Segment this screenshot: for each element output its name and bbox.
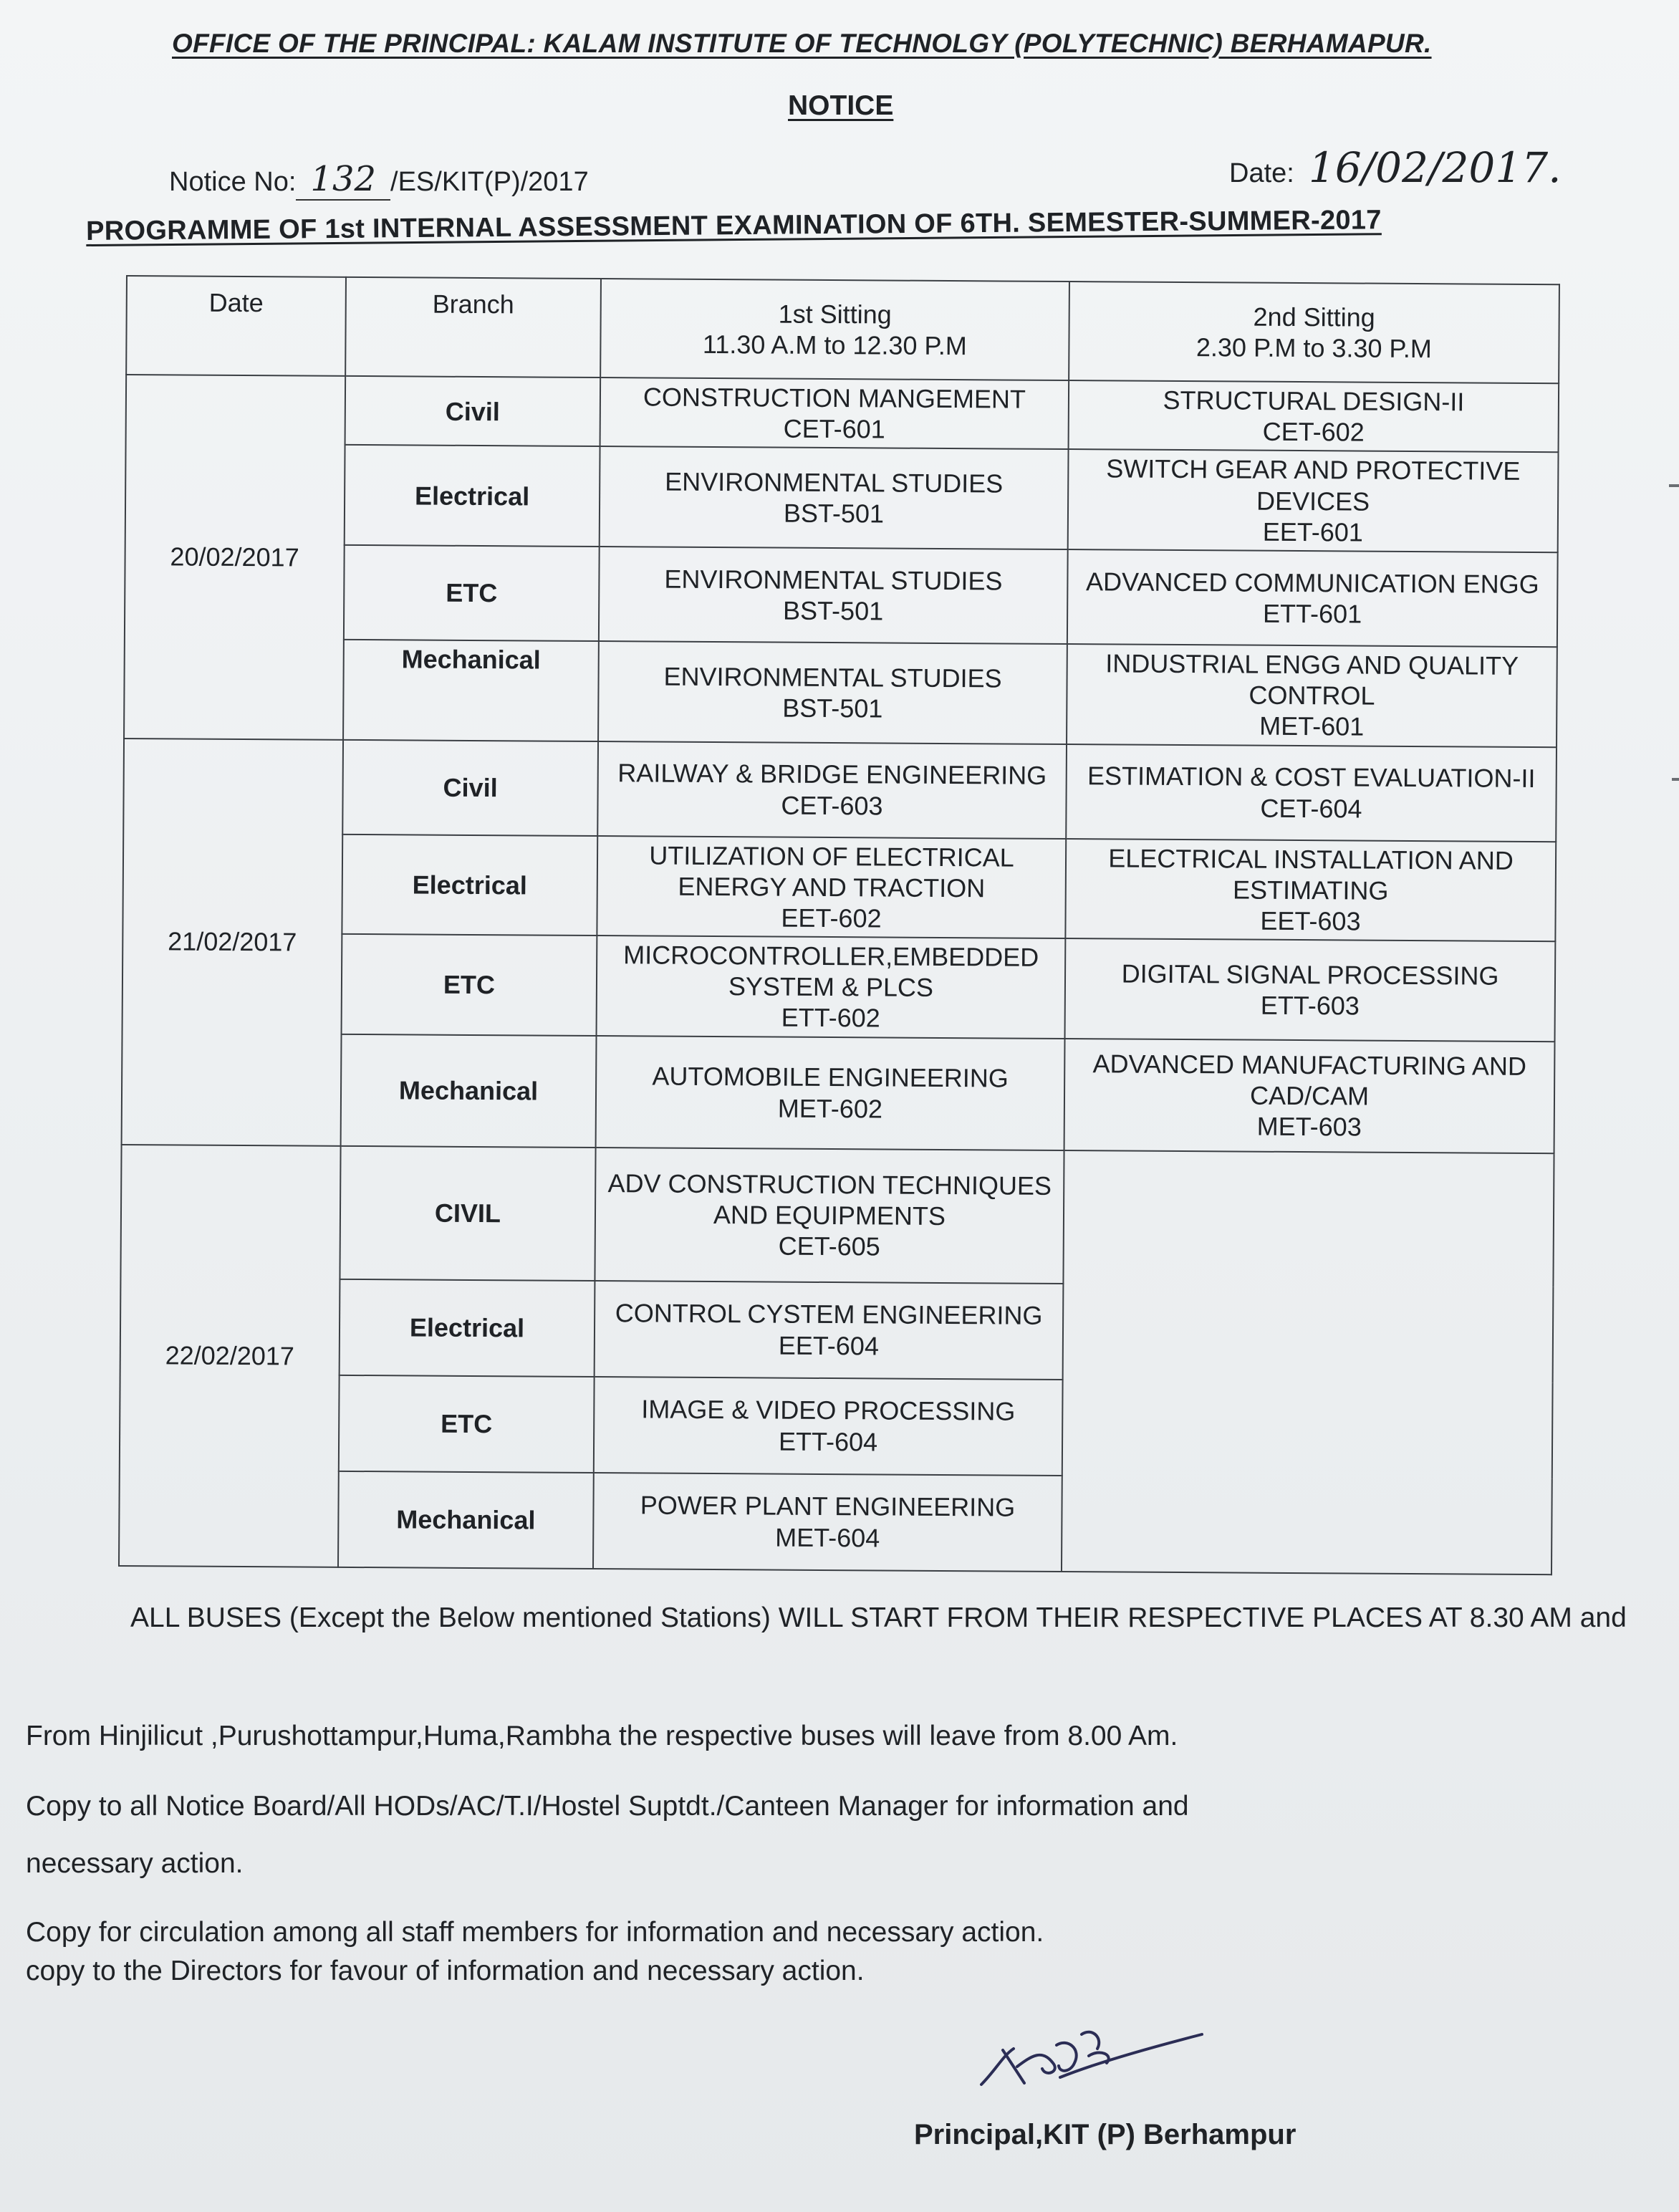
- subject-code: ETT-603: [1260, 990, 1360, 1021]
- branch-cell: Mechanical: [341, 1034, 597, 1147]
- branch-cell: Mechanical: [343, 640, 599, 741]
- subject-code: BST-501: [782, 693, 883, 723]
- sitting-1-cell: [598, 641, 1067, 744]
- sitting-2-empty-cell: [1062, 1150, 1554, 1574]
- subject-code: CET-601: [783, 413, 885, 444]
- subject-code: MET-602: [777, 1093, 883, 1124]
- copy-notice-board: Copy to all Notice Board/All HODs/AC/T.I/Hostel Suptdt./Canteen Manager for information and: [26, 1791, 1189, 1822]
- subject-code: EET-603: [1260, 905, 1361, 936]
- sitting-1-cell: [597, 741, 1067, 839]
- header-branch: Branch: [345, 277, 601, 378]
- notice-heading: NOTICE: [788, 90, 894, 121]
- subject: CONTROL CYSTEM ENGINEERING: [615, 1298, 1043, 1331]
- programme-title: PROGRAMME OF 1st INTERNAL ASSESSMENT EXAMINATION OF 6TH. SEMESTER-SUMMER-2017: [86, 205, 1382, 246]
- sitting-2-cell: [1067, 644, 1557, 747]
- date-cell: 22/02/2017: [119, 1145, 341, 1567]
- subject: MICROCONTROLLER,EMBEDDED SYSTEM & PLCS: [623, 940, 1039, 1003]
- branch-cell: Civil: [345, 376, 601, 447]
- header-sitting-1: [600, 279, 1069, 380]
- subject: IMAGE & VIDEO PROCESSING: [641, 1394, 1016, 1427]
- edge-mark: [1669, 484, 1679, 487]
- subject-code: MET-604: [775, 1522, 880, 1553]
- subject: SWITCH GEAR AND PROTECTIVE DEVICES: [1106, 453, 1521, 516]
- office-title: OFFICE OF THE PRINCIPAL: KALAM INSTITUTE OF TECHNOLGY (POLYTECHNIC) BERHAMAPUR.: [172, 29, 1432, 58]
- sitting-2-cell: [1067, 549, 1558, 647]
- table-header-row: [126, 276, 1559, 383]
- subject: AUTOMOBILE ENGINEERING: [652, 1061, 1009, 1093]
- subject: STRUCTURAL DESIGN-II: [1163, 385, 1465, 417]
- subject: ENVIRONMENTAL STUDIES: [664, 564, 1003, 596]
- subject-code: CET-602: [1262, 416, 1365, 447]
- sitting-1-cell: [597, 836, 1066, 939]
- header-date: Date: [126, 276, 346, 376]
- branch-cell: Electrical: [345, 445, 600, 547]
- signature-mark: [974, 2006, 1203, 2099]
- sitting-2-cell: [1064, 1039, 1555, 1153]
- branch-cell: ETC: [342, 934, 597, 1036]
- exam-schedule-table: [118, 275, 1560, 1575]
- subject: POWER PLANT ENGINEERING: [640, 1490, 1016, 1523]
- subject-code: CET-604: [1260, 793, 1362, 824]
- sitting-1-cell: [600, 378, 1069, 449]
- subject: ADV CONSTRUCTION TECHNIQUES AND EQUIPMENTS: [607, 1168, 1052, 1231]
- subject: UTILIZATION OF ELECTRICAL ENERGY AND TRACTION: [649, 840, 1014, 903]
- branch-cell: Mechanical: [338, 1471, 594, 1568]
- table-row: [123, 738, 1557, 841]
- edge-mark: [1672, 778, 1679, 781]
- copy-circulation: Copy for circulation among all staff members for information and necessary action.: [26, 1917, 1044, 1948]
- subject-code: ETT-602: [781, 1003, 880, 1033]
- bus-note: ALL BUSES (Except the Below mentioned Stations) WILL START FROM THEIR RESPECTIVE PLACES AT 8.30 AM and: [130, 1602, 1627, 1633]
- sitting-2-cell: [1069, 380, 1559, 453]
- header-sitting-2: [1069, 282, 1559, 383]
- subject-code: EET-604: [778, 1330, 880, 1361]
- subject: INDUSTRIAL ENGG AND QUALITY CONTROL: [1105, 648, 1519, 711]
- principal-signatory: Principal,KIT (P) Berhampur: [914, 2119, 1296, 2150]
- subject: CONSTRUCTION MANGEMENT: [643, 382, 1026, 414]
- subject-code: EET-601: [1262, 516, 1364, 547]
- date-label: Date:: [1229, 158, 1294, 188]
- sitting-1-cell: [597, 936, 1066, 1039]
- subject-code: CET-603: [781, 790, 883, 820]
- branch-cell: ETC: [344, 545, 600, 641]
- notice-date: [1229, 143, 1562, 192]
- sitting-1-cell: [595, 1148, 1064, 1284]
- branch-cell: Electrical: [340, 1279, 595, 1376]
- subject-code: ETT-604: [778, 1426, 878, 1457]
- sitting-2-title: 2nd Sitting: [1253, 302, 1375, 332]
- subject: ENVIRONMENTAL STUDIES: [665, 466, 1004, 499]
- subject: ADVANCED COMMUNICATION ENGG: [1085, 566, 1539, 599]
- branch-cell: Civil: [342, 739, 598, 835]
- sitting-1-cell: [595, 1281, 1064, 1380]
- subject: ADVANCED MANUFACTURING AND CAD/CAM: [1092, 1049, 1527, 1111]
- subject-code: BST-501: [782, 595, 884, 626]
- subject: RAILWAY & BRIDGE ENGINEERING: [617, 758, 1047, 791]
- subject: ENVIRONMENTAL STUDIES: [663, 661, 1002, 693]
- subject-code: ETT-601: [1262, 598, 1362, 629]
- subject: DIGITAL SIGNAL PROCESSING: [1121, 958, 1499, 991]
- subject-code: MET-601: [1259, 711, 1365, 741]
- date-cell: 20/02/2017: [124, 375, 345, 739]
- sitting-1-cell: [594, 1377, 1063, 1476]
- sitting-2-cell: [1065, 938, 1556, 1042]
- stations-note: From Hinjilicut ,Purushottampur,Huma,Rambha the respective buses will leave from 8.00 Am.: [26, 1721, 1178, 1751]
- notice-no-label: Notice No:: [169, 167, 297, 197]
- table-row: [120, 1145, 1554, 1287]
- notice-number: [169, 159, 589, 201]
- sitting-2-cell: [1068, 449, 1559, 552]
- date-value: 16/02/2017.: [1308, 143, 1562, 192]
- subject-code: MET-603: [1256, 1111, 1362, 1142]
- notice-no-value: 132: [296, 159, 390, 201]
- sitting-1-cell: [600, 446, 1069, 549]
- subject: ELECTRICAL INSTALLATION AND ESTIMATING: [1108, 842, 1514, 905]
- subject-code: BST-501: [783, 498, 885, 529]
- sitting-2-time: 2.30 P.M to 3.30 P.M: [1195, 332, 1432, 364]
- sitting-1-title: 1st Sitting: [778, 299, 892, 330]
- date-cell: 21/02/2017: [122, 738, 343, 1145]
- subject-code: CET-605: [778, 1231, 880, 1261]
- table-row: [126, 375, 1559, 453]
- branch-cell: Electrical: [342, 834, 597, 936]
- sitting-1-cell: [593, 1473, 1062, 1572]
- sitting-1-cell: [599, 547, 1068, 644]
- sitting-1-time: 11.30 A.M to 12.30 P.M: [702, 329, 967, 361]
- branch-cell: ETC: [339, 1375, 595, 1472]
- subject-code: EET-602: [781, 903, 882, 933]
- branch-cell: CIVIL: [340, 1145, 595, 1280]
- notice-no-suffix: /ES/KIT(P)/2017: [390, 167, 589, 197]
- subject: ESTIMATION & COST EVALUATION-II: [1087, 761, 1536, 794]
- sitting-2-cell: [1065, 839, 1556, 942]
- copy-directors: copy to the Directors for favour of information and necessary action.: [26, 1956, 865, 1986]
- sitting-1-cell: [596, 1036, 1065, 1150]
- sitting-2-cell: [1066, 744, 1557, 842]
- necessary-action: necessary action.: [26, 1848, 244, 1879]
